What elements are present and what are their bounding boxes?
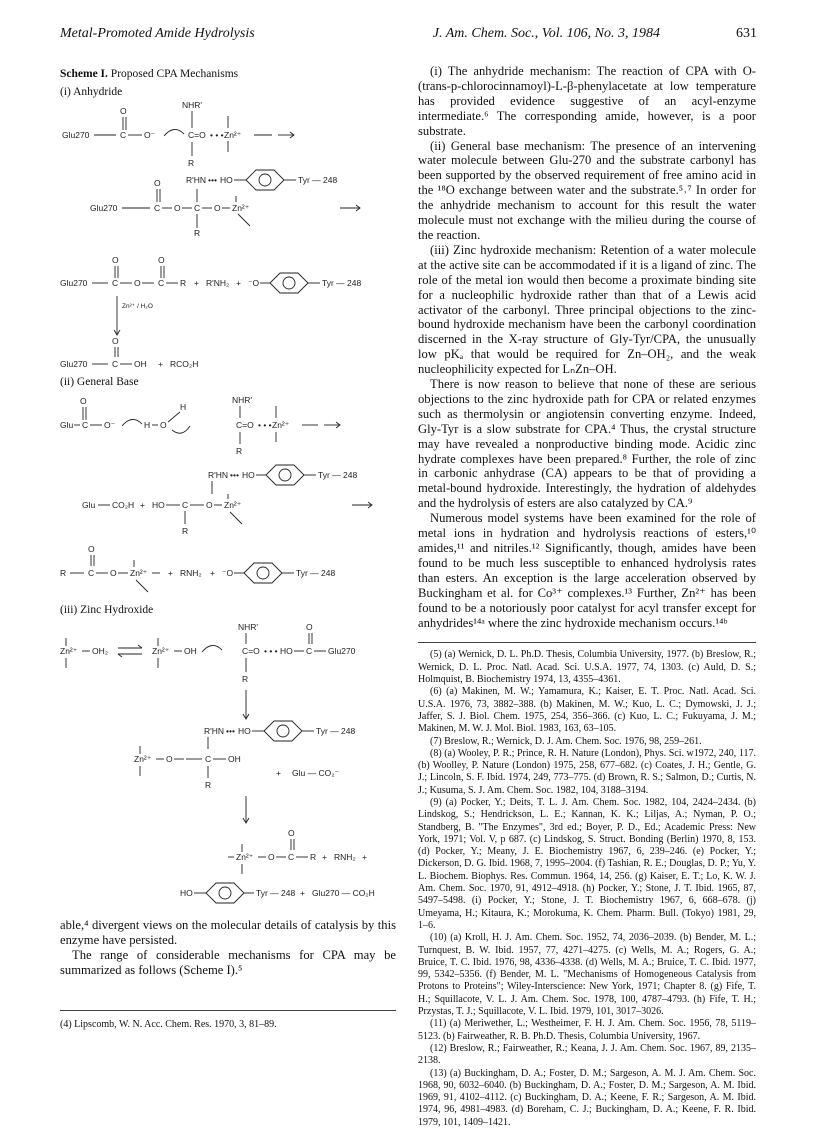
carboxylate-o-label: O⁻ [144, 130, 156, 140]
paragraph-model-systems: Numerous model systems have been examined for the role of metal ions in hydration and hydrolysis reactions of esters,¹⁰ amides,¹¹ and nitriles.¹² Significantly, though, amides have been found to be much less susceptible to enhanced hydrolysis rates than esters. An exception is the large acceleration observed by Buckingham et al. for Co³⁺ complexes.¹³ Further, Zn²⁺ has been found to be a notoriously poor catalyst for acyl transfer except for anhydrides¹⁴ᵃ where the zinc hydroxide mechanism occurs.¹⁴ᵇ [418, 511, 756, 630]
zh-o-label-2: O [166, 754, 173, 764]
anhydride-products [60, 336, 198, 369]
r-label-2: R [194, 228, 201, 238]
gb-water-o: O [160, 420, 167, 430]
zh-glu270-co2h-label: Glu270 — CO₂H [312, 888, 375, 898]
r-label-3: R [180, 278, 187, 288]
o-label-5: O [158, 255, 165, 265]
scheme-title-text: Proposed CPA Mechanisms [107, 68, 239, 80]
zh-o-label-3: O [288, 828, 295, 838]
c-label-3: C [194, 203, 201, 213]
general-base-step1 [60, 395, 340, 456]
tyr-phenyl-ring [246, 170, 284, 190]
footnote-13: (13) (a) Buckingham, D. A.; Foster, D. M.; Sargeson, A. M. J. Am. Chem. Soc. 1968, 90, 6032–6040. (b) Buckingham, D. A.; Foster, D. M.; Sargeson, A. M. Ibid. 1969, 91, 4102–4112. (c) Buckingham, D. A.; Keene, F. R.; Sargeson, A. M. Ibid. 1974, 96, 4981–4983. (d) Boreham, C. J.; Buckingham, D. A.; Keene, F. R. Ibid. 1979, 101, 1409–1421. [418, 1067, 756, 1128]
anhydride-tetrahedral [90, 170, 360, 238]
rhn-label: R'HN [186, 175, 207, 185]
zh-plus-2: + [322, 852, 327, 862]
glu270-label-3: Glu270 [60, 278, 88, 288]
gb-plus-3: + [210, 568, 215, 578]
paragraph-zinc-hydroxide: (iii) Zinc hydroxide mechanism: Retention of a water molecule at the active site can be accommodated if it is a ligand of zinc. The role of the metal ion would then become a proximate binding site for a nucleophilic hydroxide rather than that of a Lewis acid activator of the carbonyl. Three principal objections to the zinc-bound hydroxide mechanism have been the carbonyl coordination discerned in the X-ray structure of Gly-Tyr/CPA, the unusually low pKₐ that would be required for Zn–OH₂, and the weak nucleophilicity expected for LₙZn–OH. [418, 242, 756, 377]
zh-ho-label: HO [280, 646, 293, 656]
zinc-label-2: Zn²⁺ [232, 203, 250, 213]
anhydride-intermediate [60, 255, 361, 335]
tyr248-label-2: Tyr — 248 [322, 278, 362, 288]
gb-o-label-2: O [206, 500, 213, 510]
zh-dots: • • • [264, 646, 278, 656]
c-label-4: C [112, 278, 119, 288]
footnote-4: (4) Lipscomb, W. N. Acc. Chem. Res. 1970, 3, 81–89. [60, 1019, 277, 1030]
o-label-3: O [214, 203, 221, 213]
acid-product-label: RCO₂H [170, 359, 199, 369]
gb-ho-label: HO [242, 470, 255, 480]
running-header-left: Metal-Promoted Amide Hydrolysis [60, 26, 255, 41]
gb-rhn-label: R'HN [208, 470, 229, 480]
plus-2: + [236, 278, 241, 288]
glu270-label-4: Glu270 [60, 359, 88, 369]
zh-rnh2-label: RNH₂ [334, 852, 356, 862]
zh-tyr248-label: Tyr — 248 [316, 726, 356, 736]
amide-co-label: C=O [188, 130, 206, 140]
zh-o-label-4: O [268, 852, 275, 862]
left-body-text [60, 918, 396, 978]
tyr248-label: Tyr — 248 [298, 175, 338, 185]
zh-ho-label-3: HO [180, 888, 193, 898]
general-base-tetrahedral [82, 465, 372, 536]
gb-tyr248-label: Tyr — 248 [318, 470, 358, 480]
general-base-products [60, 544, 335, 592]
gb-ominus-label: O⁻ [104, 420, 116, 430]
page-number: 631 [736, 26, 757, 41]
gb-ho-label-2: HO [152, 500, 165, 510]
zh-plus-1: + [276, 768, 281, 778]
zh-nhr-label: NHR' [238, 622, 259, 632]
gb-tyr-ring [266, 465, 304, 485]
right-body-text [418, 64, 756, 630]
zh-r-label-3: R [310, 852, 317, 862]
zh-co-label: C=O [242, 646, 260, 656]
paragraph-objections: There is now reason to believe that none of these are serious objections to the zinc hydroxide path for CPA or related enzymes such as thermolysin or angiotensin converting enzyme. Indeed, Gly-Tyr is a slow substrate for CPA.⁴ Thus, the crystal structure may have revealed a nonproductive binding mode. Acidic zinc hydrate complexes have been prepared.⁸ Further, the role of zinc in carbonic anhydrase (CA) appears to be that of providing a metal-bound hydroxide. Interestingly, the hydration of aldehydes and the hydrolysis of esters are also catalyzed by CA.⁹ [418, 377, 756, 511]
zn-h2o-reagent: Zn²⁺ / H₂O [122, 303, 153, 310]
c-label-2: C [154, 203, 161, 213]
zinc-label: Zn²⁺ [224, 130, 242, 140]
gb-o-label-3: O [88, 544, 95, 554]
zh-plus-3: + [362, 852, 367, 862]
footnotes [418, 649, 756, 1129]
gb-co2h-label: CO₂H [112, 500, 135, 510]
scheme-title [60, 68, 396, 80]
zh-c-label-3: C [288, 852, 295, 862]
hb-dots: ••• [208, 175, 217, 185]
zh-oh2-label: OH₂ [92, 646, 109, 656]
carbonyl-o-label-2: O [154, 178, 161, 188]
paragraph-anhydride: (i) The anhydride mechanism: The reaction of CPA with O-(trans-p-chlorocinnamoyl)-L-β-phenylacetate at low temperature has provided evidence suggestive of an acyl-enzyme intermediate.⁶ The corresponding amide, however, is a poor substrate. [418, 64, 756, 138]
amine-product-label: R'NH₂ [206, 278, 230, 288]
gb-o-label: O [80, 396, 87, 406]
footnote-rule-left [60, 1010, 396, 1011]
phenoxide-o-label: ⁻O [248, 278, 260, 288]
gb-arrow-2 [172, 426, 190, 433]
gb-nhr-label: NHR' [232, 395, 253, 405]
coord-dots: • • • [210, 130, 224, 140]
footnote-rule-right [418, 642, 756, 643]
zh-c-label-2: C [205, 754, 212, 764]
zh-ho-label-2: HO [238, 726, 251, 736]
right-column [418, 64, 756, 1129]
gb-tyr248-label-2: Tyr — 248 [296, 568, 336, 578]
ho-label: HO [220, 175, 233, 185]
o-label-4: O [112, 255, 119, 265]
footnote-6: (6) (a) Makinen, M. W.; Yamamura, K.; Kaiser, E. T. Proc. Natl. Acad. Sci. U.S.A. 1976, 73, 3882–388. (b) Makinen, M. W.; Kuo, L. C.; Dymowski, J. J.; Jaffer, S. J. Biol. Chem. 1975, 254, 356–366. (c) Kuo, L. C.; Fukuyama, J. M.; Makinen, M. W. J. Mol. Biol. 1983, 163, 63–105. [418, 686, 756, 735]
footnote-8: (8) (a) Wooley, P. R.; Prince, R. H. Nature (London), Phys. Sci. w1972, 240, 117. (b) Woolley, P. Nature (London) 1975, 258, 677–682. (c) Coates, J. H.; Gentle, G. J.; Lincoln, S. F. Ibid. 1974, 249, 773–775. (d) Brown, R. S.; Salmon, D.; Curtis, N. J.; Kusuma, S. J. Am. Chem. Soc. 1982, 104, 3188–3194. [418, 747, 756, 796]
gb-r-label-3: R [60, 568, 67, 578]
gb-o-label-4: O [110, 568, 117, 578]
gb-h-label: H [144, 420, 151, 430]
scheme-part-anhydride: (i) Anhydride [60, 86, 123, 98]
zinc-hydroxide-tetrahedral [134, 721, 355, 823]
anhydride-step1 [62, 100, 294, 168]
carboxyl-c-label: C [120, 130, 127, 140]
gb-co-label: C=O [236, 420, 254, 430]
gb-c-label: C [82, 420, 89, 430]
gb-zinc-label-3: Zn²⁺ [130, 568, 148, 578]
gb-r-label: R [236, 446, 243, 456]
gb-phenoxide: ⁻O [222, 568, 234, 578]
zh-zinc-label-4: Zn²⁺ [236, 852, 254, 862]
glu270-label: Glu270 [62, 130, 90, 140]
gb-r-label-2: R [182, 526, 189, 536]
footnote-5: (5) (a) Wernick, D. L. Ph.D. Thesis, Columbia University, 1977. (b) Breslow, R.; Wernick, D. L. Proc. Natl. Acad. Sci. U.S.A. 1977, 74, 1303. (c) Auld, D. S.; Holmquist, B. Biochemistry 1974, 13, 4355–4361. [418, 649, 756, 686]
gb-dots: • • • [258, 420, 272, 430]
zh-zinc-label-3: Zn²⁺ [134, 754, 152, 764]
gb-glu-co2h-label: Glu [82, 500, 96, 510]
scheme-caption [60, 68, 396, 84]
gb-plus-1: + [140, 500, 145, 510]
r-label: R [188, 158, 195, 168]
gb-h-label-2: H [180, 402, 187, 412]
scheme-part-general-base: (ii) General Base [60, 376, 139, 388]
gb-zinc-label: Zn²⁺ [272, 420, 290, 430]
gb-rnh2-label: RNH₂ [180, 568, 202, 578]
zh-oh-label-2: OH [228, 754, 241, 764]
zh-oh-label: OH [184, 646, 197, 656]
zh-zinc-label-2: Zn²⁺ [152, 646, 170, 656]
gb-c-label-2: C [182, 500, 189, 510]
gb-tyr-ring-2 [244, 563, 282, 583]
zh-r-label-2: R [205, 780, 212, 790]
oh-label: OH [134, 359, 147, 369]
zh-zinc-label: Zn²⁺ [60, 646, 78, 656]
tyr-phenyl-ring-2 [270, 273, 308, 293]
gb-hb-dots: ••• [230, 470, 239, 480]
zh-tyr248-label-2: Tyr — 248 [256, 888, 296, 898]
o-label-2: O [174, 203, 181, 213]
plus-3: + [158, 359, 163, 369]
nhr-label: NHR' [182, 100, 203, 110]
zh-r-label: R [242, 674, 249, 684]
left-paragraph-2: The range of considerable mechanisms for CPA may be summarized as follows (Scheme I).⁵ [60, 948, 396, 977]
zh-c-label: C [306, 646, 313, 656]
zh-o-label: O [306, 622, 313, 632]
reaction-scheme-diagram [60, 86, 396, 906]
c-label-5: C [158, 278, 165, 288]
zinc-hydroxide-products [180, 828, 375, 903]
footnote-12: (12) Breslow, R.; Fairweather, R.; Keana, J. J. Am. Chem. Soc. 1967, 89, 2135–2138. [418, 1042, 756, 1067]
scheme-part-zinc-hydroxide: (iii) Zinc Hydroxide [60, 604, 154, 616]
zh-glu270-label: Glu270 [328, 646, 356, 656]
plus-1: + [194, 278, 199, 288]
o-label-7: O [112, 336, 119, 346]
scheme-title-label: Scheme I. [60, 68, 108, 80]
footnote-11: (11) (a) Meriwether, L.; Westheimer, F. H. J. Am. Chem. Soc. 1956, 78, 5119–5123. (b) Fairweather, R. B. Ph.D. Thesis, Columbia University, 1967. [418, 1018, 756, 1042]
running-header-right: J. Am. Chem. Soc., Vol. 106, No. 3, 1984 [432, 26, 660, 41]
c-label-6: C [112, 359, 119, 369]
zh-hb-dots: ••• [226, 726, 235, 736]
gb-c-label-3: C [88, 568, 95, 578]
zh-attack-arrow [202, 645, 222, 652]
carbonyl-o-label: O [120, 106, 127, 116]
footnote-9: (9) (a) Pocker, Y.; Deits, T. L. J. Am. Chem. Soc. 1982, 104, 2424–2434. (b) Lindskog, S.; Hendrickson, L. E.; Kannan, K. K.; Liljas, A.; Nyman, P. O.; Standberg, B. "The Enzymes", 3rd ed.; Boyer, P. D., Ed.; Academic Press: New York, 1971; Vol. V, p 687. (c) Lindskog, S. Struct. Bonding (Berlin) 1970, 8, 153. (d) Pocker, Y.; Meany, J. E. Biochemistry 1967, 6, 239–246. (e) Pocker, Y.; Dickerson, D. G. Ibid. 1968, 7, 1995–2004. (f) Tashian, R. E.; Douglas, D. P.; Yu, Y. L. Biochem. Biophys. Res. Commun. 1964, 14, 256. (g) Kaiser, E. T.; Lo, K. W. J. Am. Chem. Soc. 1970, 91, 4912–4918. (h) Pocker, Y.; Stone, J. T. Ibid. 1965, 87, 5497–5498. (i) Pocker, Y.; Stone, J. T. Biochemistry 1967, 6, 668–678. (j) Umeyama, H.; Kitaura, K.; Morokuma, K. Chem. Pharm. Bull. (Tokyo) 1981, 29, 1–6. [418, 797, 756, 931]
zh-plus-4: + [300, 888, 305, 898]
zh-rhn-label: R'HN [204, 726, 225, 736]
zh-tyr-ring [264, 721, 302, 741]
left-paragraph-1: able,⁴ divergent views on the molecular details of catalysis by this enzyme have persisted. [60, 918, 396, 947]
gb-arrow-1 [122, 419, 142, 426]
paragraph-general-base: (ii) General base mechanism: The presence of an intervening water molecule between Glu-270 and the substrate carbonyl has been supported by the observed requirement of free amino acid in the ¹⁸O exchange between water and the substrate.⁵˒⁷ In order for the anhydride mechanism to account for this result the water molecule must not exchange with the milieu during the course of the reaction. [418, 138, 756, 242]
gb-plus-2: + [168, 568, 173, 578]
zinc-hydroxide-step1 [60, 622, 356, 719]
gb-glu-label: Glu [60, 420, 74, 430]
zh-glu-co2-label: Glu — CO₂⁻ [292, 768, 339, 778]
footnote-10: (10) (a) Kroll, H. J. Am. Chem. Soc. 1952, 74, 2036–2039. (b) Bender, M. L.; Turnquest, B. W. Ibid. 1957, 77, 4271–4275. (c) Wells, M. A.; Rogers, G. A.; Bruice, T. C. Ibid. 1976, 98, 4336–4338. (d) Wells, M. A.; Bruice, T. C. Ibid. 1977, 99, 5342–5356. (f) Bender, M. L. "Mechanisms of Homogeneous Catalysis from Protons to Proteins"; Wiley-Interscience: New York, 1971; Chapter 8. (g) Fife, T. H.; Squillacote, V. L. J. Am. Chem. Soc. 1978, 100, 4787–4793. (h) Fife, T. H.; Przystas, T. J.; Squillacote, V. L. Ibid. 1979, 101, 3017–3026. [418, 932, 756, 1018]
gb-zinc-label-2: Zn²⁺ [224, 500, 242, 510]
glu270-label-2: Glu270 [90, 203, 118, 213]
zh-tyr-ring-2 [206, 883, 244, 903]
o-label-6: O [134, 278, 141, 288]
attack-arrow [164, 129, 184, 136]
footnote-7: (7) Breslow, R.; Wernick, D. J. Am. Chem. Soc. 1976, 98, 259–261. [430, 735, 702, 747]
